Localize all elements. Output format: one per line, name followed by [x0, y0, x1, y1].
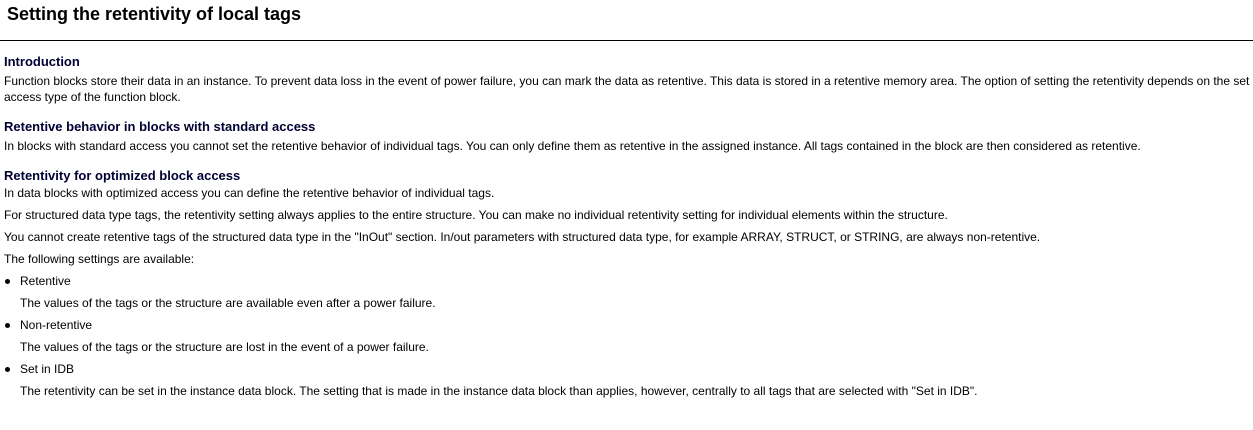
list-item-non-retentive [4, 317, 1250, 355]
bullet-label-non-retentive: Non-retentive [20, 318, 93, 332]
settings-list [4, 273, 1250, 399]
introduction-paragraph: Function blocks store their data in an instance. To prevent data loss in the event of power failure, you can mark the data as retentive. This data is stored in a retentive memory area. The option of setting the retentivity depends on the set access type of the function block. [4, 74, 1250, 104]
list-item-retentive [4, 273, 1250, 311]
section-optimized-access [4, 167, 1250, 399]
page-title: Setting the retentivity of local tags [7, 4, 302, 24]
bullet-description-non-retentive: The values of the tags or the structure are lost in the event of a power failure. [20, 340, 429, 354]
section-heading-introduction: Introduction [4, 54, 80, 69]
section-standard-access [4, 118, 1250, 154]
bullet-label-set-in-idb: Set in IDB [20, 362, 75, 376]
bullet-description-set-in-idb: The retentivity can be set in the instance data block. The setting that is made in the instance data block than applies, however, centrally to all tags that are selected with "Set in IDB". [20, 384, 978, 398]
document-body [4, 53, 1250, 412]
bullet-icon [5, 279, 10, 284]
section-heading-optimized-access: Retentivity for optimized block access [4, 168, 241, 183]
bullet-icon [5, 323, 10, 328]
title-divider [0, 40, 1253, 41]
bullet-icon [5, 367, 10, 372]
bullet-description-retentive: The values of the tags or the structure are available even after a power failure. [20, 296, 436, 310]
standard-access-paragraph: In blocks with standard access you cannot set the retentive behavior of individual tags. You can only define them as retentive in the assigned instance. All tags contained in the block are then considered as retentive. [4, 139, 1141, 153]
optimized-access-paragraph-2: For structured data type tags, the retentivity setting always applies to the entire structure. You can make no individual retentivity setting for individual elements within the structure. [4, 208, 948, 222]
section-introduction [4, 53, 1250, 105]
list-item-set-in-idb [4, 361, 1250, 399]
bullet-label-retentive: Retentive [20, 274, 71, 288]
section-heading-standard-access: Retentive behavior in blocks with standard access [4, 119, 316, 134]
optimized-access-paragraph-1: In data blocks with optimized access you can define the retentive behavior of individual tags. [4, 186, 495, 200]
optimized-access-paragraph-4: The following settings are available: [4, 252, 195, 266]
optimized-access-paragraph-3: You cannot create retentive tags of the structured data type in the "InOut" section. In/out parameters with structured data type, for example ARRAY, STRUCT, or STRING, are always non-retentive. [4, 230, 1041, 244]
